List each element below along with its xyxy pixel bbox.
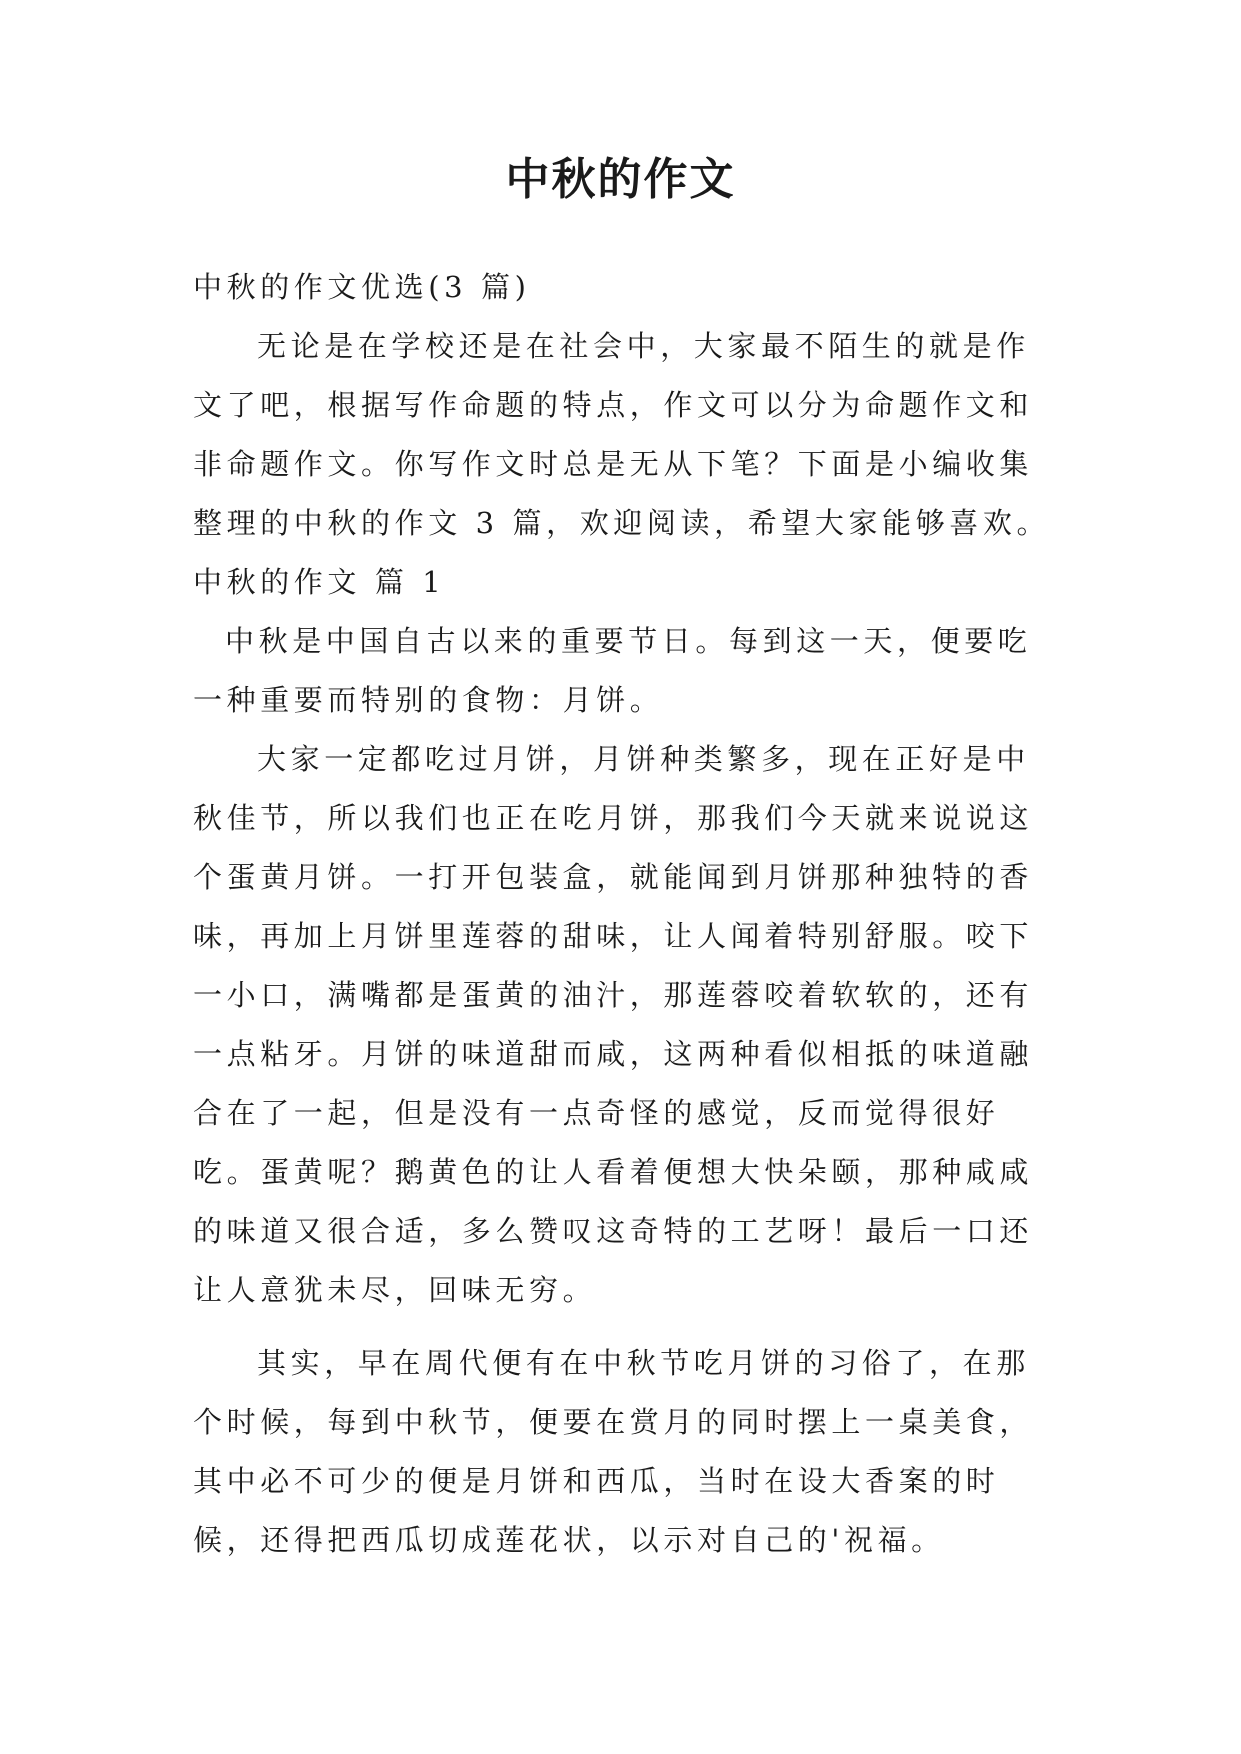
intro-paragraph: 无论是在学校还是在社会中，大家最不陌生的就是作文了吧，根据写作命题的特点，作文可以分为命题作文和非命题作文。你写作文时总是无从下笔？下面是小编收集整理的中秋的作文 3 篇，欢迎阅读，希望大家能够喜欢。 — [193, 329, 1051, 540]
document-subtitle: 中秋的作文优选(3 篇) — [193, 270, 531, 304]
body-paragraph-2: 大家一定都吃过月饼，月饼种类繁多，现在正好是中秋佳节，所以我们也正在吃月饼，那我们今天就来说说这个蛋黄月饼。一打开包装盒，就能闻到月饼那种独特的香味，再加上月饼里莲蓉的甜味，让人闻着特别舒服。咬下一小口，满嘴都是蛋黄的油汁，那莲蓉咬着软软的，还有一点粘牙。月饼的味道甜而咸，这两种看似相抵的味道融合在了一起，但是没有一点奇怪的感觉，反而觉得很好吃。蛋黄呢？鹅黄色的让人看着便想大快朵颐，那种咸咸的味道又很合适，多么赞叹这奇特的工艺呀！最后一口还让人意犹未尽，回味无穷。 — [193, 742, 1034, 1307]
body-paragraph-1: 中秋是中国自古以来的重要节日。每到这一天，便要吃一种重要而特别的食物：月饼。 — [193, 624, 1032, 717]
document-body — [193, 258, 1053, 1570]
body-paragraph-3: 其实，早在周代便有在中秋节吃月饼的习俗了，在那个时候，每到中秋节，便要在赏月的同时摆上一桌美食，其中必不可少的便是月饼和西瓜，当时在设大香案的时候，还得把西瓜切成莲花状，以示对自己的'祝福。 — [193, 1346, 1034, 1557]
section-heading-1: 中秋的作文 篇 1 — [193, 565, 446, 599]
document-title: 中秋的作文 — [505, 154, 736, 205]
